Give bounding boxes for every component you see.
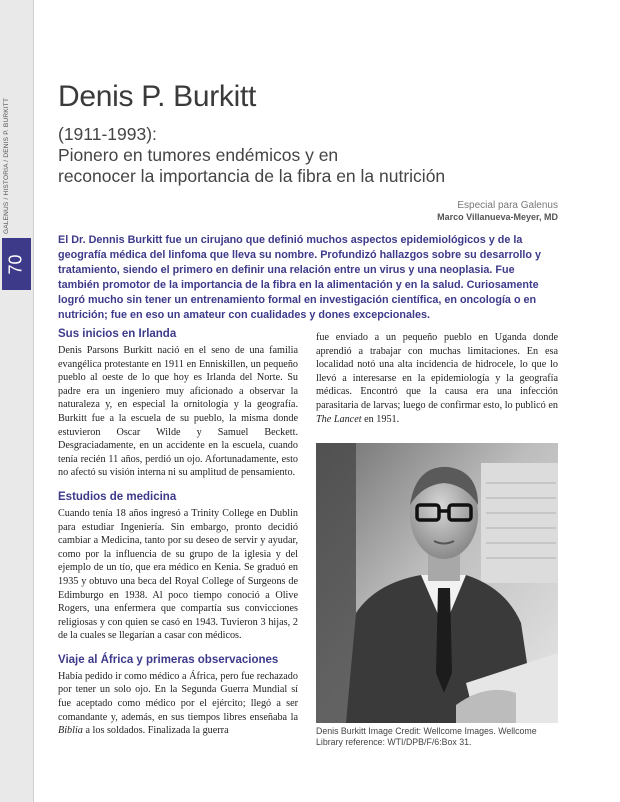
running-head: GALENUS / HISTORIA / DENIS P. BURKITT (3, 97, 10, 234)
subtitle-line: Pionero en tumores endémicos y en (58, 145, 339, 165)
lead-paragraph: El Dr. Dennis Burkitt fue un cirujano que definió muchos aspectos epidemiológicos y de la geografía médica del linfoma que lleva su nombre. Profundizó hallazgos sobre su desarrollo y tratamiento, siendo el primero en definir una relación entre un virus y una neoplasia. Fue también promotor de la importancia de la fibra en la alimentación y en la salud. Curiosamente logró mucho sin tener un entrenamiento formal en investigación científica, en oncología o en nutrición; fue en eso un amateur con cualidades y dones excepcionales. (58, 234, 541, 321)
section-text (316, 331, 558, 426)
section-heading: Viaje al África y primeras observaciones (58, 653, 279, 666)
photo-caption: Denis Burkitt Image Credit: Wellcome Images. Wellcome Library reference: WTI/DPB/F/6:Box 31. (316, 726, 537, 747)
section-text-part: fue enviado a un pequeño pueblo en Uganda donde aprendió a trabajar con muchas limitaciones. En esa localidad notó una alta incidencia de hidrocele, lo que lo llevó a interesarse en la epidemiología y la geografía médicas. Encontró que la causa era una infección parasitaria de larvas; luego de confirmar esto, lo publicó en (316, 332, 558, 411)
page-number: 70 (6, 253, 26, 275)
subtitle-line: (1911-1993): (58, 124, 157, 144)
section-heading: Sus inicios en Irlanda (58, 328, 177, 340)
subtitle-line: reconocer la importancia de la fibra en la nutrición (58, 166, 446, 186)
portrait-photo-illustration (316, 443, 558, 723)
portrait-photo (316, 443, 558, 723)
left-column (58, 327, 298, 738)
section-heading: Estudios de medicina (58, 490, 177, 503)
right-column (316, 331, 558, 426)
section-text (58, 670, 298, 738)
byline-author: Marco Villanueva-Meyer, MD (437, 212, 558, 222)
article-title: Denis P. Burkitt (58, 80, 257, 113)
page-number-badge (2, 238, 31, 290)
byline-org: Especial para Galenus (457, 200, 558, 211)
italic-title: The Lancet (316, 413, 362, 425)
section-text: Cuando tenía 18 años ingresó a Trinity College en Dublin para estudiar Ingeniería. Sin embargo, pronto decidió cambiar a Medicina, tanto por su deseo de servir y ayudar, como por la influencia de su grupo de la iglesia y del ejemplo de un tío, que era médico en Kenia. Se graduó en 1935 y obtuvo una beca del Royal College of Surgeons de Edimburgo en 1938. Al poco tiempo conoció a Olive Rogers, una enfermera que compartía sus convicciones religiosas y con quien se casó en 1943. Tuvieron 3 hijas, 2 de la cuales se llegarían a casar con médicos. (58, 507, 298, 642)
sidebar-divider (33, 0, 34, 802)
article-subtitle (58, 124, 445, 187)
section-text-part: en 1951. (361, 413, 400, 425)
section-text-part: Había pedido ir como médico a África, pero fue rechazado por tener un solo ojo. En la Segunda Guerra Mundial sí fue aceptado como médico por el ejército; llegó a ser comandante y, además, en sus tiempos libres enseñaba la (58, 670, 298, 723)
section-text: Denis Parsons Burkitt nació en el seno de una familia evangélica protestante en 1911 en Enniskillen, un pequeño pueblo al oeste de lo que hoy es Irlanda del Norte. Su padre era un ingeniero muy aficionado a observar la naturaleza y, en especial la ornitología y la geografía. Burkitt fue a la escuela de su pueblo, la misma donde estuvieron Oscar Wilde y Samuel Beckett. Desgraciadamente, en un accidente en la escuela, cuando tenía recién 11 años, perdió un ojo. Afortunadamente, esto no afectó su visión interna ni su amplitud de pensamiento. (58, 345, 298, 479)
section-text-part: a los soldados. Finalizada la guerra (82, 725, 229, 737)
italic-title: Biblia (58, 725, 83, 737)
